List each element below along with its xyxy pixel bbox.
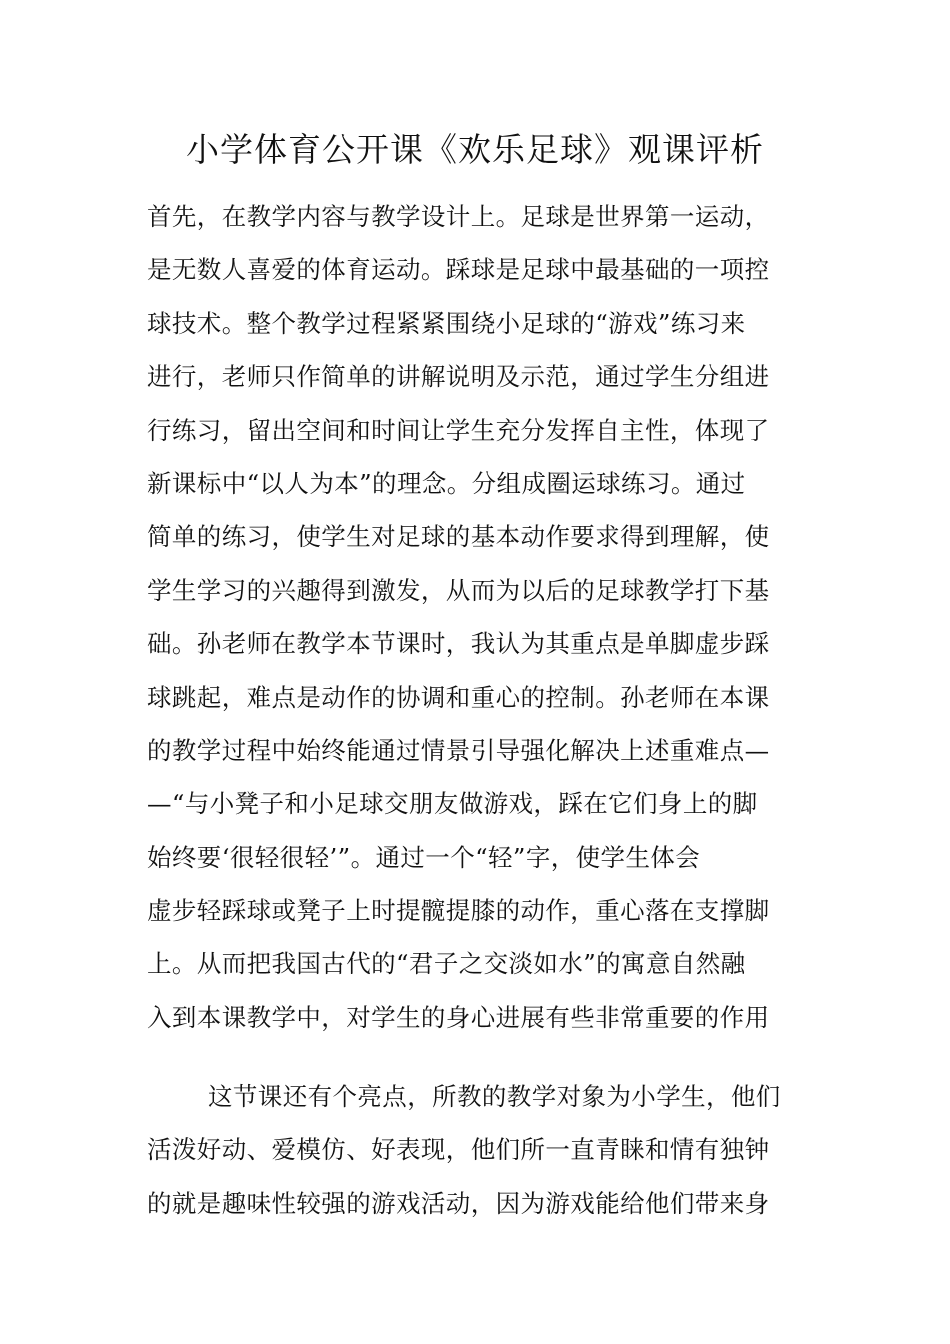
text-line: 球跳起，难点是动作的协调和重心的控制。孙老师在本课 [147,682,770,712]
text-line: 的教学过程中始终能通过情景引导强化解决上述重难点— [147,735,770,765]
paragraph-2 [147,1070,807,1230]
text-line: 这节课还有个亮点，所教的教学对象为小学生，他们 [208,1082,781,1111]
paragraph-1 [147,190,807,1044]
text-line: 虚步轻踩球或凳子上时提髋提膝的动作，重心落在支撑脚 [147,896,770,926]
text-line: 学生学习的兴趣得到激发，从而为以后的足球教学打下基 [147,575,770,605]
text-line: 球技术。整个教学过程紧紧围绕小足球的“游戏”练习来 [147,308,746,338]
text-line: 简单的练习，使学生对足球的基本动作要求得到理解，使 [147,522,770,552]
text-line: 础。孙老师在教学本节课时，我认为其重点是单脚虚步踩 [147,629,770,659]
text-line: 入到本课教学中，对学生的身心进展有些非常重要的作用 [147,1002,770,1032]
text-line: 进行，老师只作简单的讲解说明及示范，通过学生分组进 [147,362,770,392]
text-line: 上。从而把我国古代的“君子之交淡如水”的寓意自然融 [147,949,746,979]
text-line: 是无数人喜爱的体育运动。踩球是足球中最基础的一项控 [147,255,770,285]
document-title: 小学体育公开课《欢乐足球》观课评析 [186,130,764,169]
text-line: 的就是趣味性较强的游戏活动，因为游戏能给他们带来身 [147,1188,770,1218]
text-line: 新课标中“以人为本”的理念。分组成圈运球练习。通过 [147,468,746,498]
text-line: 首先，在教学内容与教学设计上。足球是世界第一运动， [147,202,770,231]
text-line: 行练习，留出空间和时间让学生充分发挥自主性，体现了 [147,415,770,445]
text-line: —“与小凳子和小足球交朋友做游戏，踩在它们身上的脚 [147,789,758,819]
text-line: 始终要‘很轻很轻’”。通过一个“轻”字，使学生体会 [147,842,701,872]
text-line: 活泼好动、爱模仿、好表现，他们所一直青睐和情有独钟 [147,1135,770,1165]
